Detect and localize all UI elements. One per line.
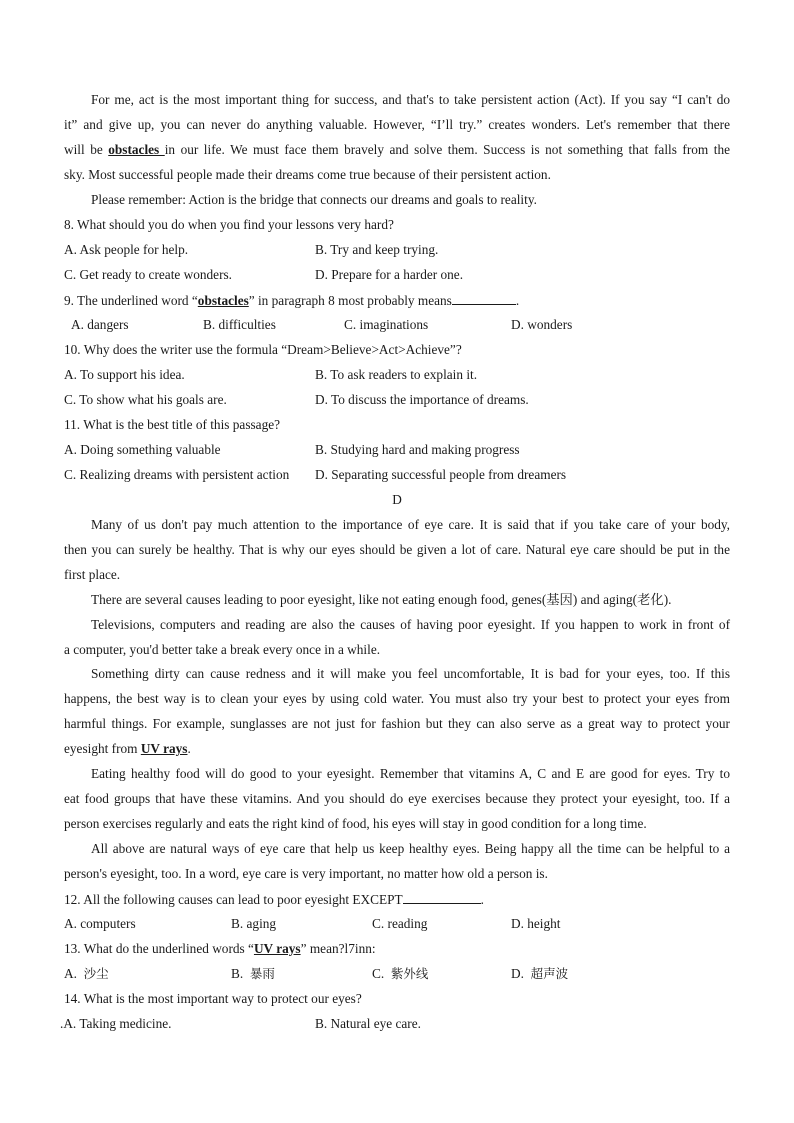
passage-d-p4-line2: happens, the best way is to clean your eyes by using cold water. You must also try your best to protect your eyes from (64, 691, 730, 706)
passage-d-p4-line4-start: eyesight from (64, 741, 141, 756)
passage-d-p4-line4-end: . (187, 741, 191, 756)
passage-d-p1-line2: then you can surely be healthy. That is why our eyes should be given a lot of care. Natural eye care should be put in the (64, 542, 730, 557)
passage-d-p1-line3: first place. (64, 567, 121, 582)
q12-stem-text: 12. All the following causes can lead to poor eyesight EXCEPT (64, 892, 403, 907)
q10-option-b: B. To ask readers to explain it. (315, 367, 478, 382)
underlined-obstacles: obstacles (108, 142, 165, 157)
q8-stem: 8. What should you do when you find your lessons very hard? (64, 217, 394, 232)
q13-option-b (231, 966, 275, 982)
q13-option-c-label: C. (372, 966, 385, 981)
passage-d-p4-line4 (64, 741, 191, 757)
q13-option-b-text: 暴雨 (249, 966, 275, 981)
q9-option-d: D. wonders (511, 317, 573, 332)
q9-option-b: B. difficulties (203, 317, 276, 332)
q10-option-c: C. To show what his goals are. (64, 392, 227, 407)
q14-stem: 14. What is the most important way to protect our eyes? (64, 991, 362, 1006)
q14-option-a: .A. Taking medicine. (60, 1016, 172, 1031)
q9-stem-end: . (515, 293, 520, 308)
q12-option-a: A. computers (64, 916, 136, 931)
q8-option-b: B. Try and keep trying. (315, 242, 439, 257)
q12-stem-end: . (480, 892, 484, 907)
q12-option-d: D. height (511, 916, 561, 931)
q8-option-a: A. Ask people for help. (64, 242, 189, 257)
passage-d-p4-line1: Something dirty can cause redness and it will make you feel uncomfortable, It is bad for your eyes, too. If this (91, 666, 730, 681)
q8-option-c: C. Get ready to create wonders. (64, 267, 232, 282)
q12-answer-blank[interactable] (403, 891, 481, 904)
q9-answer-blank[interactable] (452, 292, 516, 305)
q9-stem-middle: ” in paragraph 8 most probably means (248, 293, 452, 308)
q13-option-a (64, 966, 109, 982)
passage-d-p2: There are several causes leading to poor eyesight, like not eating enough food, genes(基因) and aging(老化). (91, 592, 672, 607)
q11-option-c: C. Realizing dreams with persistent action (64, 467, 290, 482)
passage-d-p5-line3: person exercises regularly and eats the right kind of food, his eyes will stay in good condition for a long time. (64, 816, 647, 831)
passage-c-p1-line3-end: in our life. We must face them bravely and solve them. Success is not something that falls from the (164, 142, 730, 157)
q13-stem-start: 13. What do the underlined words “ (64, 941, 254, 956)
q9-underlined-word: obstacles (197, 293, 249, 308)
q11-option-b: B. Studying hard and making progress (315, 442, 520, 457)
passage-d-p1-line1: Many of us don't pay much attention to the importance of eye care. It is said that if you take care of your body, (91, 517, 730, 532)
q12-option-c: C. reading (372, 916, 428, 931)
q10-stem: 10. Why does the writer use the formula “Dream>Believe>Act>Achieve”? (64, 342, 462, 357)
passage-d-heading: D (392, 492, 402, 507)
passage-d-p4-line3: harmful things. For example, sunglasses are not just for fashion but they can also serve as a great way to protect your (64, 716, 730, 731)
q13-option-a-text: 沙尘 (83, 966, 109, 981)
passage-c-p1-line3-start: will be (64, 142, 109, 157)
passage-c-p2: Please remember: Action is the bridge that connects our dreams and goals to reality. (91, 192, 537, 207)
q13-underlined-words: UV rays (253, 941, 301, 956)
q13-option-b-label: B. (231, 966, 244, 981)
q8-option-d: D. Prepare for a harder one. (315, 267, 464, 282)
passage-d-p5-line2: eat food groups that have these vitamins. And you should do eye exercises because they protect your eyesight, too. If a (64, 791, 730, 806)
passage-d-p3-line2: a computer, you'd better take a break every once in a while. (64, 642, 381, 657)
q13-option-c-text: 紫外线 (390, 966, 429, 981)
q11-stem: 11. What is the best title of this passage? (64, 417, 281, 432)
q13-option-a-label: A. (64, 966, 77, 981)
q10-option-a: A. To support his idea. (64, 367, 185, 382)
underlined-uv-rays: UV rays (140, 741, 188, 756)
q9-option-a: A. dangers (71, 317, 129, 332)
passage-d-p6-line1: All above are natural ways of eye care that help us keep healthy eyes. Being happy all the time can be helpful to a (91, 841, 730, 856)
passage-c-p1-line2: it” and give up, you can never do anything valuable. However, “I’ll try.” creates wonders. Let's remember that there (64, 117, 730, 132)
q13-stem (64, 941, 376, 957)
q10-option-d: D. To discuss the importance of dreams. (315, 392, 529, 407)
q13-option-d-label: D. (511, 966, 524, 981)
passage-d-p6-line2: person's eyesight, too. In a word, eye care is very important, no matter how old a person is. (64, 866, 548, 881)
passage-d-p5-line1: Eating healthy food will do good to your eyesight. Remember that vitamins A, C and E are good for eyes. Try to (91, 766, 730, 781)
q13-option-d-text: 超声波 (530, 966, 569, 981)
q9-option-c: C. imaginations (344, 317, 429, 332)
q13-option-d (511, 966, 568, 982)
q12-option-b: B. aging (231, 916, 277, 931)
q9-stem-start: 9. The underlined word “ (64, 293, 198, 308)
q13-option-c (372, 966, 428, 982)
passage-c-p1-line4: sky. Most successful people made their dreams come true because of their persistent action. (64, 167, 551, 182)
q11-option-a: A. Doing something valuable (64, 442, 221, 457)
q9-stem (64, 292, 519, 309)
passage-c-p1-line1: For me, act is the most important thing for success, and that's to take persistent action (Act). If you say “I can't do (91, 92, 730, 107)
q14-option-b: B. Natural eye care. (315, 1016, 421, 1031)
passage-c-p1-line3 (64, 142, 730, 158)
passage-d-p3-line1: Televisions, computers and reading are also the causes of having poor eyesight. If you happen to work in front of (91, 617, 730, 632)
q11-option-d: D. Separating successful people from dreamers (315, 467, 567, 482)
q12-stem (64, 891, 484, 908)
q13-stem-end: ” mean?l7inn: (300, 941, 376, 956)
